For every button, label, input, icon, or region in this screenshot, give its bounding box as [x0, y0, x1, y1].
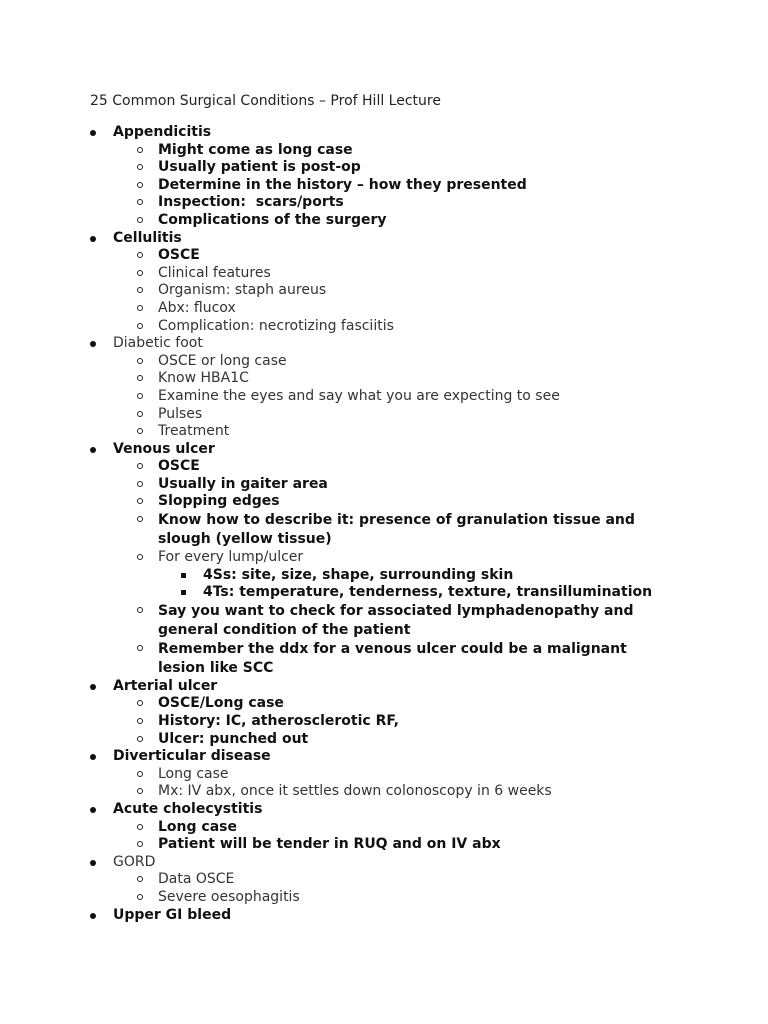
list-item-text: Might come as long case	[158, 141, 353, 158]
section-heading: Diverticular disease	[113, 748, 271, 765]
list-item	[0, 300, 768, 318]
list-item-text: OSCE	[158, 458, 200, 475]
list-item	[0, 370, 768, 388]
circle-bullet-icon	[137, 894, 143, 900]
circle-bullet-icon	[137, 516, 143, 522]
list-item-text: OSCE/Long case	[158, 695, 284, 712]
list-item	[0, 766, 768, 784]
bullet-icon	[90, 130, 96, 136]
list-item	[0, 713, 768, 731]
list-item	[0, 511, 678, 549]
bullet-icon	[90, 684, 96, 690]
bullet-outline	[0, 124, 768, 924]
list-item	[0, 476, 768, 494]
section-heading: Appendicitis	[113, 124, 212, 140]
circle-bullet-icon	[137, 270, 143, 276]
list-item-text: OSCE or long case	[158, 352, 287, 369]
circle-bullet-icon	[137, 217, 143, 223]
circle-bullet-icon	[137, 841, 143, 847]
circle-bullet-icon	[137, 481, 143, 487]
list-item-text: Complication: necrotizing fasciitis	[158, 317, 394, 334]
circle-bullet-icon	[137, 700, 143, 706]
circle-bullet-icon	[137, 718, 143, 724]
circle-bullet-icon	[137, 164, 143, 170]
list-item-text: Organism: staph aureus	[158, 282, 327, 299]
circle-bullet-icon	[137, 199, 143, 205]
list-item	[0, 584, 768, 602]
bullet-icon	[90, 447, 96, 453]
circle-bullet-icon	[137, 393, 143, 399]
section-heading: Venous ulcer	[113, 440, 215, 457]
section-heading: Arterial ulcer	[113, 677, 218, 694]
list-item	[0, 819, 768, 837]
list-item-text: Data OSCE	[158, 871, 235, 888]
circle-bullet-icon	[137, 463, 143, 469]
circle-bullet-icon	[137, 607, 143, 613]
circle-bullet-icon	[137, 428, 143, 434]
bullet-icon	[90, 807, 96, 813]
list-item-text: Long case	[158, 765, 229, 782]
list-item-text: Say you want to check for associated lymphadenopathy and general condition of the patient	[158, 602, 634, 638]
list-item	[0, 406, 768, 424]
circle-bullet-icon	[137, 252, 143, 258]
bullet-icon	[90, 754, 96, 760]
circle-bullet-icon	[137, 876, 143, 882]
list-item-text: Abx: flucox	[158, 299, 236, 316]
list-item-text: Ulcer: punched out	[158, 730, 309, 747]
section-heading: Diabetic foot	[113, 335, 203, 352]
section-heading: Upper GI bleed	[113, 906, 232, 923]
list-item-text: Know HBA1C	[158, 370, 249, 387]
page-title: 25 Common Surgical Conditions – Prof Hill Lecture	[90, 93, 441, 109]
list-item	[0, 458, 768, 476]
list-item	[0, 124, 768, 142]
list-item-text: For every lump/ulcer	[158, 549, 304, 566]
circle-bullet-icon	[137, 358, 143, 364]
list-item	[0, 783, 768, 801]
list-item	[0, 854, 768, 872]
list-item-text: Know how to describe it: presence of granulation tissue and slough (yellow tissue)	[158, 512, 635, 548]
list-item	[0, 212, 768, 230]
list-item-text: Determine in the history – how they presented	[158, 176, 527, 193]
circle-bullet-icon	[137, 736, 143, 742]
list-item-text: Complications of the surgery	[158, 211, 387, 228]
section-heading: GORD	[113, 853, 156, 870]
list-item	[0, 318, 768, 336]
list-item	[0, 889, 768, 907]
circle-bullet-icon	[137, 287, 143, 293]
list-item	[0, 230, 768, 248]
list-item-text: OSCE	[158, 247, 200, 264]
list-item	[0, 493, 768, 511]
list-item-text: Inspection: scars/ports	[158, 194, 344, 211]
list-item-text: Usually in gaiter area	[158, 475, 328, 492]
list-item	[0, 731, 768, 749]
list-item-text: Slopping edges	[158, 493, 280, 510]
list-item-text: Pulses	[158, 405, 203, 422]
circle-bullet-icon	[137, 771, 143, 777]
list-item-text: Treatment	[158, 423, 230, 440]
list-item	[0, 388, 768, 406]
list-item-text: Mx: IV abx, once it settles down colonoscopy in 6 weeks	[158, 783, 552, 800]
list-item	[0, 549, 768, 567]
list-item-text: Long case	[158, 818, 237, 835]
list-item	[0, 567, 768, 585]
square-bullet-icon	[181, 590, 186, 595]
list-item	[0, 748, 768, 766]
list-item	[0, 602, 678, 640]
list-item	[0, 871, 768, 889]
circle-bullet-icon	[137, 824, 143, 830]
list-item	[0, 335, 768, 353]
circle-bullet-icon	[137, 554, 143, 560]
list-item-text: Clinical features	[158, 264, 271, 281]
list-item	[0, 159, 768, 177]
list-item-text: 4Ss: site, size, shape, surrounding skin	[203, 566, 514, 583]
square-bullet-icon	[181, 573, 186, 578]
list-item-text: Examine the eyes and say what you are expecting to see	[158, 387, 560, 404]
bullet-icon	[90, 860, 96, 866]
list-item	[0, 194, 768, 212]
list-item-text: Patient will be tender in RUQ and on IV abx	[158, 836, 501, 853]
list-item	[0, 282, 768, 300]
list-item	[0, 142, 768, 160]
list-item-text: History: IC, atherosclerotic RF,	[158, 713, 399, 730]
list-item	[0, 695, 768, 713]
circle-bullet-icon	[137, 323, 143, 329]
list-item	[0, 265, 768, 283]
list-item	[0, 678, 768, 696]
list-item	[0, 353, 768, 371]
circle-bullet-icon	[137, 498, 143, 504]
list-item	[0, 247, 768, 265]
list-item-text: Remember the ddx for a venous ulcer could be a malignant lesion like SCC	[158, 640, 627, 676]
list-item	[0, 801, 768, 819]
section-heading: Acute cholecystitis	[113, 801, 263, 817]
circle-bullet-icon	[137, 147, 143, 153]
circle-bullet-icon	[137, 182, 143, 188]
section-heading: Cellulitis	[113, 229, 182, 246]
circle-bullet-icon	[137, 305, 143, 311]
list-item	[0, 441, 768, 459]
circle-bullet-icon	[137, 788, 143, 794]
list-item	[0, 836, 768, 854]
circle-bullet-icon	[137, 411, 143, 417]
list-item	[0, 907, 768, 925]
circle-bullet-icon	[137, 375, 143, 381]
bullet-icon	[90, 913, 96, 919]
list-item-text: Usually patient is post-op	[158, 159, 361, 176]
list-item	[0, 423, 768, 441]
list-item	[0, 640, 678, 678]
bullet-icon	[90, 341, 96, 347]
list-item	[0, 177, 768, 195]
list-item-text: 4Ts: temperature, tenderness, texture, transillumination	[203, 584, 653, 601]
bullet-icon	[90, 236, 96, 242]
list-item-text: Severe oesophagitis	[158, 888, 300, 905]
circle-bullet-icon	[137, 645, 143, 651]
